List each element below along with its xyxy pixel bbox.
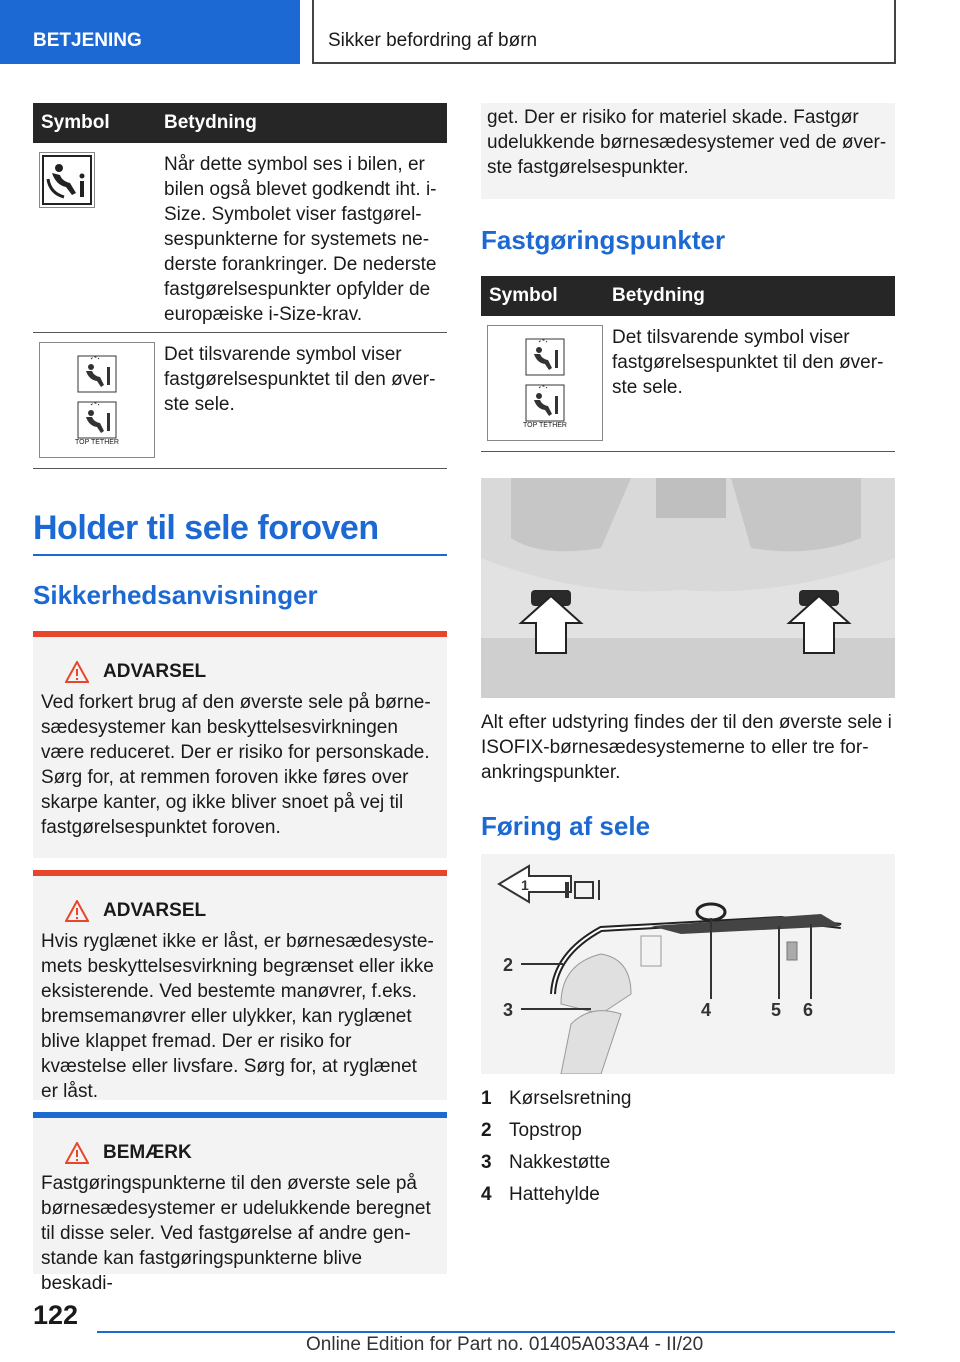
warning-triangle-icon [65, 900, 89, 922]
right-column [481, 103, 895, 1211]
left-column [33, 103, 447, 1294]
table-row [33, 143, 447, 333]
chapter-title: Sikker befordring af børn [312, 0, 896, 64]
footer-divider [97, 1331, 895, 1333]
warning-triangle-icon [65, 661, 89, 683]
row-text: Det tilsvarende symbol viser fastgørelsespunktet til den øver-ste sele. [164, 344, 436, 415]
list-item: 2 Topstrop [481, 1120, 582, 1141]
diagram-label-6: 6 [803, 1000, 814, 1020]
top-tether-label: TOP TETHER [523, 421, 567, 429]
legend-list [481, 1083, 895, 1211]
section-title: Holder til sele foroven [33, 509, 447, 556]
list-item: 3 Nakkestøtte [481, 1152, 611, 1173]
col-symbol: Symbol [41, 112, 110, 133]
note-box [33, 1112, 447, 1294]
top-tether-icon [487, 325, 603, 441]
warning-text: Hvis ryglænet ikke er låst, er børnesædesyste-mets beskyttelsesvirkning begrænset eller ikke eksisterende. Ved bestemte manøvrer, f.eks. bremsemanøvrer eller ulykker, kan ryglænet blive klappet fremad. Der er risiko for kvæstelse eller livsfare. Sørg for, at ryglænet er låst. [41, 931, 434, 1102]
table-row [481, 316, 895, 452]
col-symbol: Symbol [489, 285, 558, 306]
note-text-continued: get. Der er risiko for materiel skade. Fastgør udelukkende børnesædesystemer ved de øver-ste fastgørelsespunkter. [487, 107, 887, 178]
warning-title: ADVARSEL [103, 900, 207, 921]
diagram-label-4: 4 [701, 1000, 712, 1020]
warning-text: Ved forkert brug af den øverste sele på børne-sædesystemer kan beskyttelsesvirkningen være reduceret. Der er risiko for personskade. Sørg for, at remmen foroven ikke føres over skarpe kanter, og ikke bliver snoet på vej til fastgørelsespunktet foroven. [41, 692, 431, 838]
warning-box [33, 870, 447, 1100]
list-item: 1 Kørselsretning [481, 1088, 632, 1109]
top-tether-icon [39, 342, 155, 458]
strap-guide-diagram [481, 854, 895, 1074]
section-subtitle: Sikkerhedsanvisninger [33, 580, 318, 610]
isize-child-seat-icon [39, 152, 95, 208]
caution-triangle-icon [65, 1142, 89, 1164]
diagram-label-2: 2 [503, 955, 514, 975]
table-header [481, 276, 895, 316]
diagram-label-3: 3 [503, 1000, 514, 1020]
row-text: Det tilsvarende symbol viser fastgørelsespunktet til den øver-ste sele. [612, 327, 884, 398]
warning-box [33, 631, 447, 858]
note-continued [481, 103, 895, 199]
diagram-label-1: 1 [521, 877, 529, 893]
fastening-title: Fastgøringspunkter [481, 225, 726, 255]
edition-text: Online Edition for Part no. 01405A033A4 - II/20 [306, 1334, 704, 1355]
table-header [33, 103, 447, 143]
guide-title: Føring af sele [481, 811, 651, 841]
warning-title: ADVARSEL [103, 661, 207, 682]
top-tether-label: TOP TETHER [75, 438, 119, 446]
table-row [33, 333, 447, 469]
list-item: 4 Hattehylde [481, 1184, 600, 1205]
diagram-label-5: 5 [771, 1000, 782, 1020]
trunk-anchor-photo [481, 478, 895, 698]
note-text: Fastgøringspunkterne til den øverste sele på børnesædesystemer er udelukkende beregnet til disse seler. Ved fastgørelse af andre gen-stande kan fastgøringspunkterne blive beskadi- [41, 1173, 431, 1294]
col-meaning: Betydning [612, 285, 705, 306]
section-tab: BETJENING [0, 0, 300, 64]
page-number: 122 [33, 1300, 79, 1330]
row-text: Når dette symbol ses i bilen, er bilen også blevet godkendt iht. i-Size. Symbolet viser fastgørel-sespunkterne for systemets ne-derste forankringer. De nederste fastgørelsespunkter opfylder de europæiske i-Size-krav. [164, 154, 437, 325]
note-title: BEMÆRK [103, 1142, 192, 1163]
photo-caption: Alt efter udstyring findes der til den øverste sele i ISOFIX-børnesædesystemerne to eller tre for-ankringspunkter. [481, 712, 892, 783]
col-meaning: Betydning [164, 112, 257, 133]
